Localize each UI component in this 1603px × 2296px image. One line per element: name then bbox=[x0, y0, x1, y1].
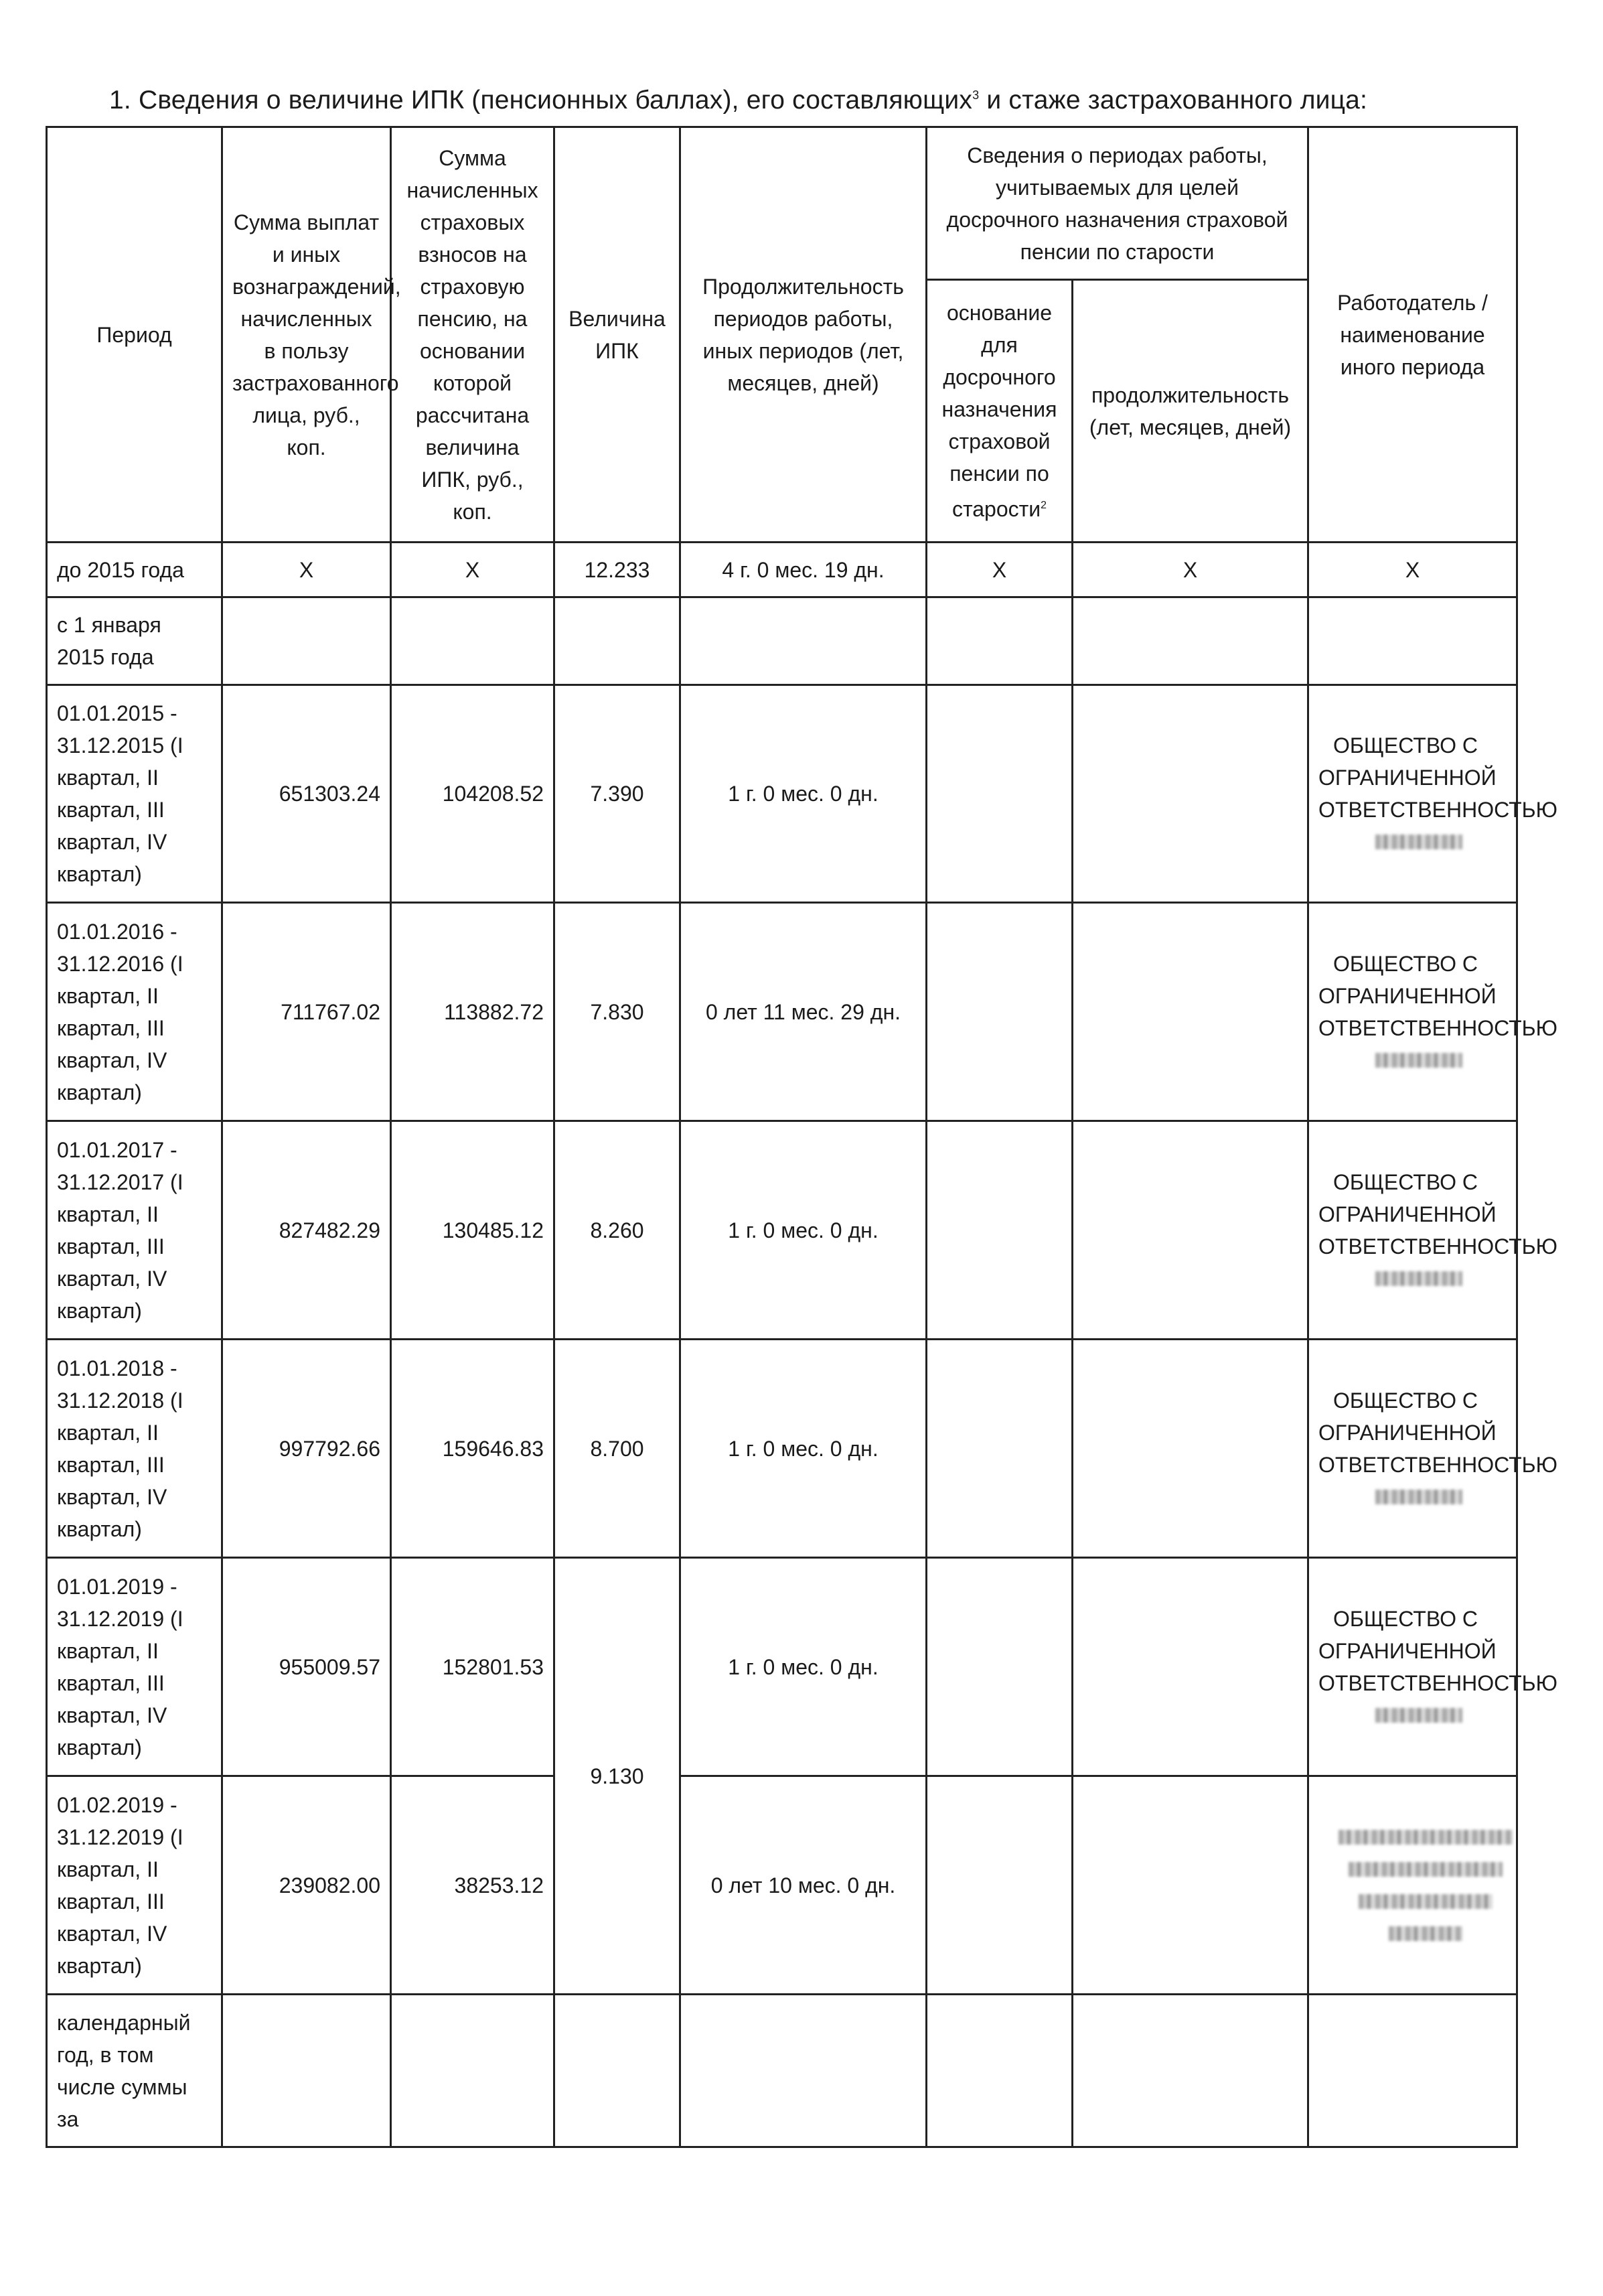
cell-ipk bbox=[554, 1995, 680, 2147]
cell-employer: ОБЩЕСТВО С ОГРАНИЧЕННОЙ ОТВЕТСТВЕННОСТЬЮ bbox=[1308, 903, 1517, 1121]
redacted-name bbox=[1375, 835, 1462, 849]
table-row bbox=[47, 903, 1517, 1121]
cell-ipk: 12.233 bbox=[554, 543, 680, 597]
table-row bbox=[47, 1558, 1517, 1776]
cell-duration: 1 г. 0 мес. 0 дн. bbox=[680, 685, 927, 903]
section-title: 1. Сведения о величине ИПК (пенсионных баллах), его составляющих$^3$ и стаже застрахованного лица: bbox=[109, 86, 1368, 115]
cell-employer: ОБЩЕСТВО С ОГРАНИЧЕННОЙ ОТВЕТСТВЕННОСТЬЮ bbox=[1308, 1340, 1517, 1558]
header-ipk: Величина ИПК bbox=[554, 127, 680, 543]
cell-contributions bbox=[391, 1995, 554, 2147]
cell-basis bbox=[927, 1340, 1073, 1558]
cell-early-duration: X bbox=[1073, 543, 1308, 597]
redacted-name bbox=[1389, 1926, 1462, 1941]
cell-contributions: 159646.83 bbox=[391, 1340, 554, 1558]
header-period: Период bbox=[47, 127, 222, 543]
cell-basis bbox=[927, 1995, 1073, 2147]
table-row bbox=[47, 1776, 1517, 1995]
redacted-name bbox=[1375, 1053, 1462, 1068]
cell-period: 01.02.2019 - 31.12.2019 (I квартал, II квартал, III квартал, IV квартал) bbox=[47, 1776, 222, 1995]
cell-duration bbox=[680, 597, 927, 685]
header-early-duration: продолжительность (лет, месяцев, дней) bbox=[1073, 280, 1308, 543]
table-row bbox=[47, 543, 1517, 597]
cell-period: с 1 января 2015 года bbox=[47, 597, 222, 685]
cell-duration: 0 лет 10 мес. 0 дн. bbox=[680, 1776, 927, 1995]
cell-ipk: 7.830 bbox=[554, 903, 680, 1121]
header-payments: Сумма выплат и иных вознаграждений, начисленных в пользу застрахованного лица, руб., коп. bbox=[222, 127, 391, 543]
redacted-name bbox=[1359, 1894, 1493, 1909]
cell-basis bbox=[927, 1776, 1073, 1995]
cell-ipk: 9.130 bbox=[554, 1558, 680, 1995]
cell-payments: 239082.00 bbox=[222, 1776, 391, 1995]
cell-duration: 0 лет 11 мес. 29 дн. bbox=[680, 903, 927, 1121]
redacted-name bbox=[1339, 1830, 1513, 1845]
cell-payments: 651303.24 bbox=[222, 685, 391, 903]
header-employer: Работодатель / наименование иного периода bbox=[1308, 127, 1517, 543]
cell-basis bbox=[927, 1121, 1073, 1340]
cell-payments: 827482.29 bbox=[222, 1121, 391, 1340]
cell-contributions bbox=[391, 597, 554, 685]
cell-employer bbox=[1308, 1995, 1517, 2147]
cell-duration: 1 г. 0 мес. 0 дн. bbox=[680, 1121, 927, 1340]
cell-basis bbox=[927, 903, 1073, 1121]
cell-employer bbox=[1308, 597, 1517, 685]
cell-contributions: 38253.12 bbox=[391, 1776, 554, 1995]
cell-payments: 955009.57 bbox=[222, 1558, 391, 1776]
cell-period: до 2015 года bbox=[47, 543, 222, 597]
redacted-name bbox=[1375, 1490, 1462, 1504]
cell-early-duration bbox=[1073, 597, 1308, 685]
cell-payments bbox=[222, 597, 391, 685]
cell-basis bbox=[927, 597, 1073, 685]
cell-early-duration bbox=[1073, 1776, 1308, 1995]
cell-contributions: 113882.72 bbox=[391, 903, 554, 1121]
cell-early-duration bbox=[1073, 1340, 1308, 1558]
cell-employer: ОБЩЕСТВО С ОГРАНИЧЕННОЙ ОТВЕТСТВЕННОСТЬЮ bbox=[1308, 1121, 1517, 1340]
ipk-table bbox=[46, 126, 1557, 2148]
cell-contributions: X bbox=[391, 543, 554, 597]
header-duration: Продолжительность периодов работы, иных периодов (лет, месяцев, дней) bbox=[680, 127, 927, 543]
cell-duration: 4 г. 0 мес. 19 дн. bbox=[680, 543, 927, 597]
cell-duration: 1 г. 0 мес. 0 дн. bbox=[680, 1340, 927, 1558]
cell-payments: X bbox=[222, 543, 391, 597]
cell-period: 01.01.2017 - 31.12.2017 (I квартал, II квартал, III квартал, IV квартал) bbox=[47, 1121, 222, 1340]
cell-ipk: 7.390 bbox=[554, 685, 680, 903]
table-row bbox=[47, 1995, 1517, 2147]
cell-payments bbox=[222, 1995, 391, 2147]
cell-early-duration bbox=[1073, 685, 1308, 903]
cell-employer: X bbox=[1308, 543, 1517, 597]
cell-period: 01.01.2018 - 31.12.2018 (I квартал, II квартал, III квартал, IV квартал) bbox=[47, 1340, 222, 1558]
table-row bbox=[47, 597, 1517, 685]
table-row bbox=[47, 685, 1517, 903]
redacted-name bbox=[1349, 1862, 1503, 1877]
table-row bbox=[47, 1121, 1517, 1340]
cell-early-duration bbox=[1073, 903, 1308, 1121]
cell-basis bbox=[927, 685, 1073, 903]
header-contributions: Сумма начисленных страховых взносов на страховую пенсию, на основании которой рассчитана величина ИПК, руб., коп. bbox=[391, 127, 554, 543]
cell-basis: X bbox=[927, 543, 1073, 597]
table-row bbox=[47, 1340, 1517, 1558]
header-early-group: Сведения о периодах работы, учитываемых для целей досрочного назначения страховой пенсии по старости bbox=[927, 127, 1308, 280]
cell-contributions: 130485.12 bbox=[391, 1121, 554, 1340]
redacted-name bbox=[1375, 1271, 1462, 1286]
cell-employer: ОБЩЕСТВО С ОГРАНИЧЕННОЙ ОТВЕТСТВЕННОСТЬЮ bbox=[1308, 1558, 1517, 1776]
cell-period: календарный год, в том числе суммы за bbox=[47, 1995, 222, 2147]
cell-basis bbox=[927, 1558, 1073, 1776]
cell-period: 01.01.2016 - 31.12.2016 (I квартал, II квартал, III квартал, IV квартал) bbox=[47, 903, 222, 1121]
cell-duration: 1 г. 0 мес. 0 дн. bbox=[680, 1558, 927, 1776]
cell-early-duration bbox=[1073, 1121, 1308, 1340]
cell-employer bbox=[1308, 1776, 1517, 1995]
cell-early-duration bbox=[1073, 1995, 1308, 2147]
cell-period: 01.01.2015 - 31.12.2015 (I квартал, II квартал, III квартал, IV квартал) bbox=[47, 685, 222, 903]
cell-duration bbox=[680, 1995, 927, 2147]
cell-payments: 997792.66 bbox=[222, 1340, 391, 1558]
cell-ipk: 8.260 bbox=[554, 1121, 680, 1340]
cell-early-duration bbox=[1073, 1558, 1308, 1776]
cell-contributions: 152801.53 bbox=[391, 1558, 554, 1776]
cell-employer: ОБЩЕСТВО С ОГРАНИЧЕННОЙ ОТВЕТСТВЕННОСТЬЮ bbox=[1308, 685, 1517, 903]
cell-payments: 711767.02 bbox=[222, 903, 391, 1121]
cell-ipk bbox=[554, 597, 680, 685]
cell-contributions: 104208.52 bbox=[391, 685, 554, 903]
cell-ipk: 8.700 bbox=[554, 1340, 680, 1558]
cell-period: 01.01.2019 - 31.12.2019 (I квартал, II квартал, III квартал, IV квартал) bbox=[47, 1558, 222, 1776]
header-early-basis: основание для досрочного назначения страховой пенсии по старости$^2$ bbox=[927, 280, 1073, 543]
redacted-name bbox=[1375, 1708, 1462, 1723]
